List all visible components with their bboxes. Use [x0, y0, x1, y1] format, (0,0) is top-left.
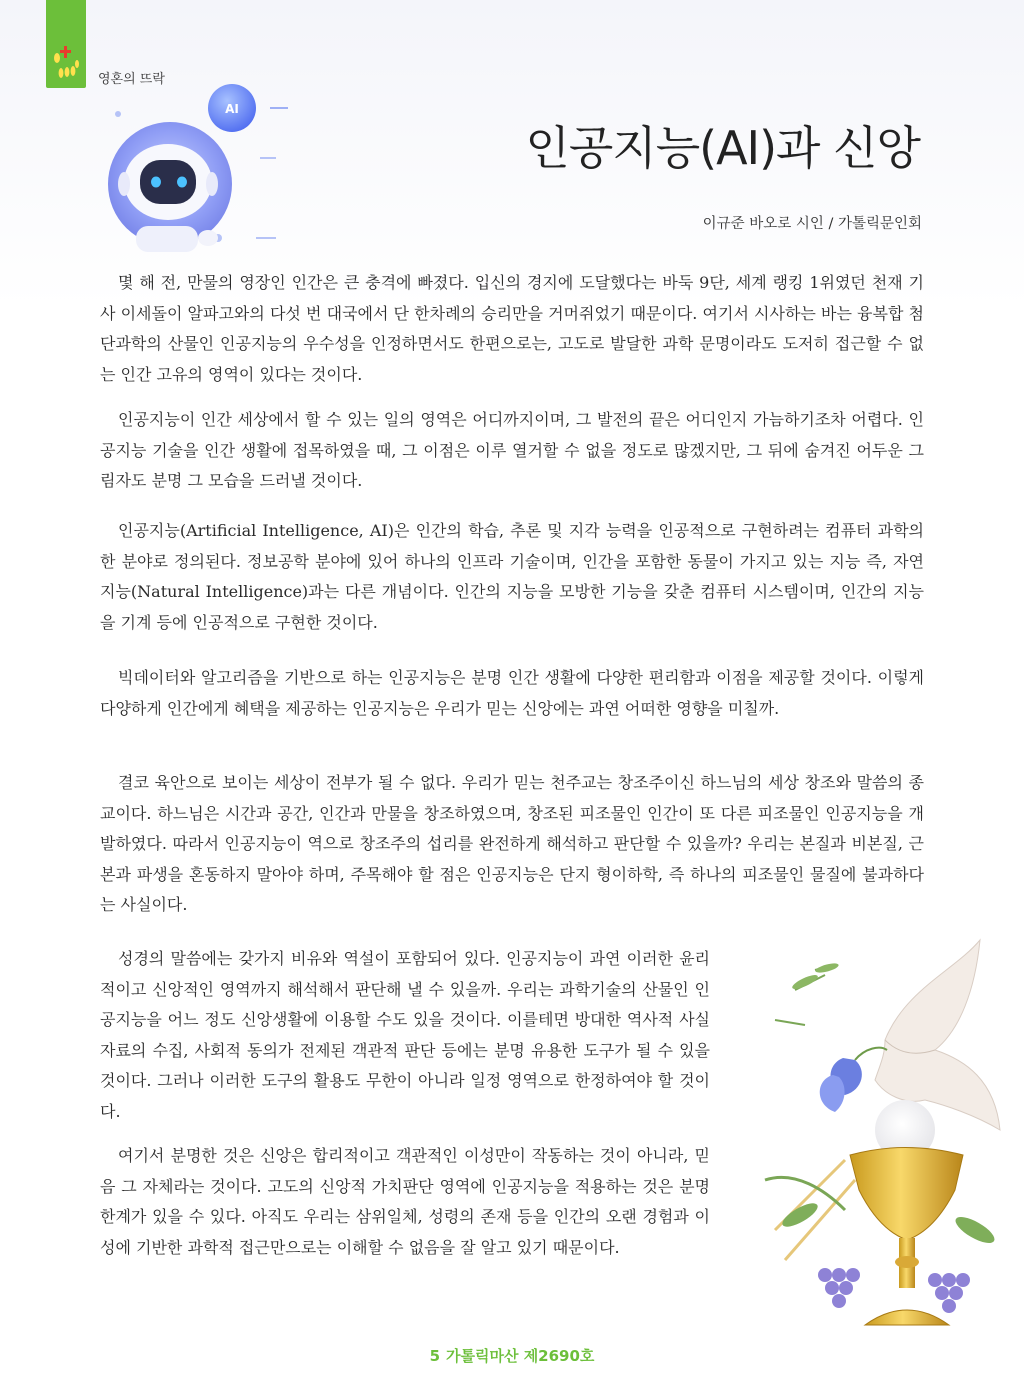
section-tab: [46, 0, 86, 88]
svg-text:AI: AI: [225, 102, 239, 116]
article-paragraph-1: 몇 해 전, 만물의 영장인 인간은 큰 충격에 빠졌다. 입신의 경지에 도달했다는 바둑 9단, 세계 랭킹 1위였던 천재 기사 이세돌이 알파고와의 다섯 번 대국에서 단 한차례의 승리만을 거머쥐었기 때문이다. 여기서 시사하는 바는 융복합 첨단과학의 산물인 인공지능의 우수성을 인정하면서도 한편으로는, 고도로 발달한 과학 문명이라도 도저히 접근할 수 없는 인간 고유의 영역이 있다는 것이다.: [100, 273, 924, 384]
article-paragraph-3: 인공지능(Artificial Intelligence, AI)은 인간의 학습, 추론 및 지각 능력을 인공적으로 구현하려는 컴퓨터 과학의 한 분야로 정의된다. 정보공학 분야에 있어 하나의 인프라 기술이며, 인간을 포함한 동물이 가지고 있는 지능 즉, 자연 지능(Natural Intelligence)과는 다른 개념이다. 인간의 지능을 모방한 기능을 갖춘 컴퓨터 시스템이며, 인간의 지능을 기계 등에 인공적으로 구현한 것이다.: [100, 521, 924, 632]
article-paragraph-5: 결코 육안으로 보이는 세상이 전부가 될 수 없다. 우리가 믿는 천주교는 창조주이신 하느님의 세상 창조와 말씀의 종교이다. 하느님은 시간과 공간, 인간과 만물을 창조하였으며, 창조된 피조물인 인간이 또 다른 피조물인 인공지능을 개발하였다. 따라서 인공지능이 역으로 창조주의 섭리를 완전하게 해석하고 판단할 수 있을까? 우리는 본질과 비본질, 근본과 파생을 혼동하지 말아야 하며, 주목해야 할 점은 인공지능은 단지 형이하학, 즉 하나의 피조물인 물질에 불과하다는 사실이다.: [100, 773, 924, 914]
publication-name: 가톨릭마산 제2690호: [446, 1347, 595, 1365]
dove-chalice-illustration: [735, 930, 1015, 1350]
article-paragraph-4: 빅데이터와 알고리즘을 기반으로 하는 인공지능은 분명 인간 생활에 다양한 편리함과 이점을 제공할 것이다. 이렇게 다양하게 인간에게 혜택을 제공하는 인공지능은 우리가 믿는 신앙에는 과연 어떠한 영향을 미칠까.: [100, 668, 924, 718]
section-tab-icon: [50, 44, 82, 82]
ai-robot-illustration: [100, 80, 300, 260]
article-title: 인공지능(AI)과 신앙: [525, 121, 920, 175]
article-byline: 이규준 바오로 시인 / 가톨릭문인회: [702, 216, 922, 232]
section-label: 영혼의 뜨락: [98, 72, 165, 87]
article-paragraph-2: 인공지능이 인간 세상에서 할 수 있는 일의 영역은 어디까지이며, 그 발전의 끝은 어디인지 가늠하기조차 어렵다. 인공지능 기술을 인간 생활에 접목하였을 때, 그 이점은 이루 열거할 수 없을 정도로 많겠지만, 그 뒤에 숨겨진 어두운 그림자도 분명 그 모습을 드러낼 것이다.: [100, 410, 924, 490]
page-footer: [0, 1345, 1024, 1366]
article-paragraph-6: 성경의 말씀에는 갖가지 비유와 역설이 포함되어 있다. 인공지능이 과연 이러한 윤리적이고 신앙적인 영역까지 해석해서 판단해 낼 수 있을까. 우리는 과학기술의 산물인 인공지능을 어느 정도 신앙생활에 이용할 수도 있을 것이다. 이를테면 방대한 역사적 사실 자료의 수집, 사회적 동의가 전제된 객관적 판단 등에는 분명 유용한 도구가 될 수 있을 것이다. 그러나 이러한 도구의 활용도 무한이 아니라 일정 영역으로 한정하여야 할 것이다.: [100, 949, 710, 1121]
article-paragraph-7: 여기서 분명한 것은 신앙은 합리적이고 객관적인 이성만이 작동하는 것이 아니라, 믿음 그 자체라는 것이다. 고도의 신앙적 가치판단 영역에 인공지능을 적용하는 것은 분명 한계가 있을 수 있다. 아직도 우리는 삼위일체, 성령의 존재 등을 인간의 오랜 경험과 이성에 기반한 과학적 접근만으로는 이해할 수 없음을 잘 알고 있기 때문이다.: [100, 1146, 710, 1257]
page-number: 5: [429, 1347, 441, 1365]
ai-robot-icon: [100, 80, 300, 260]
